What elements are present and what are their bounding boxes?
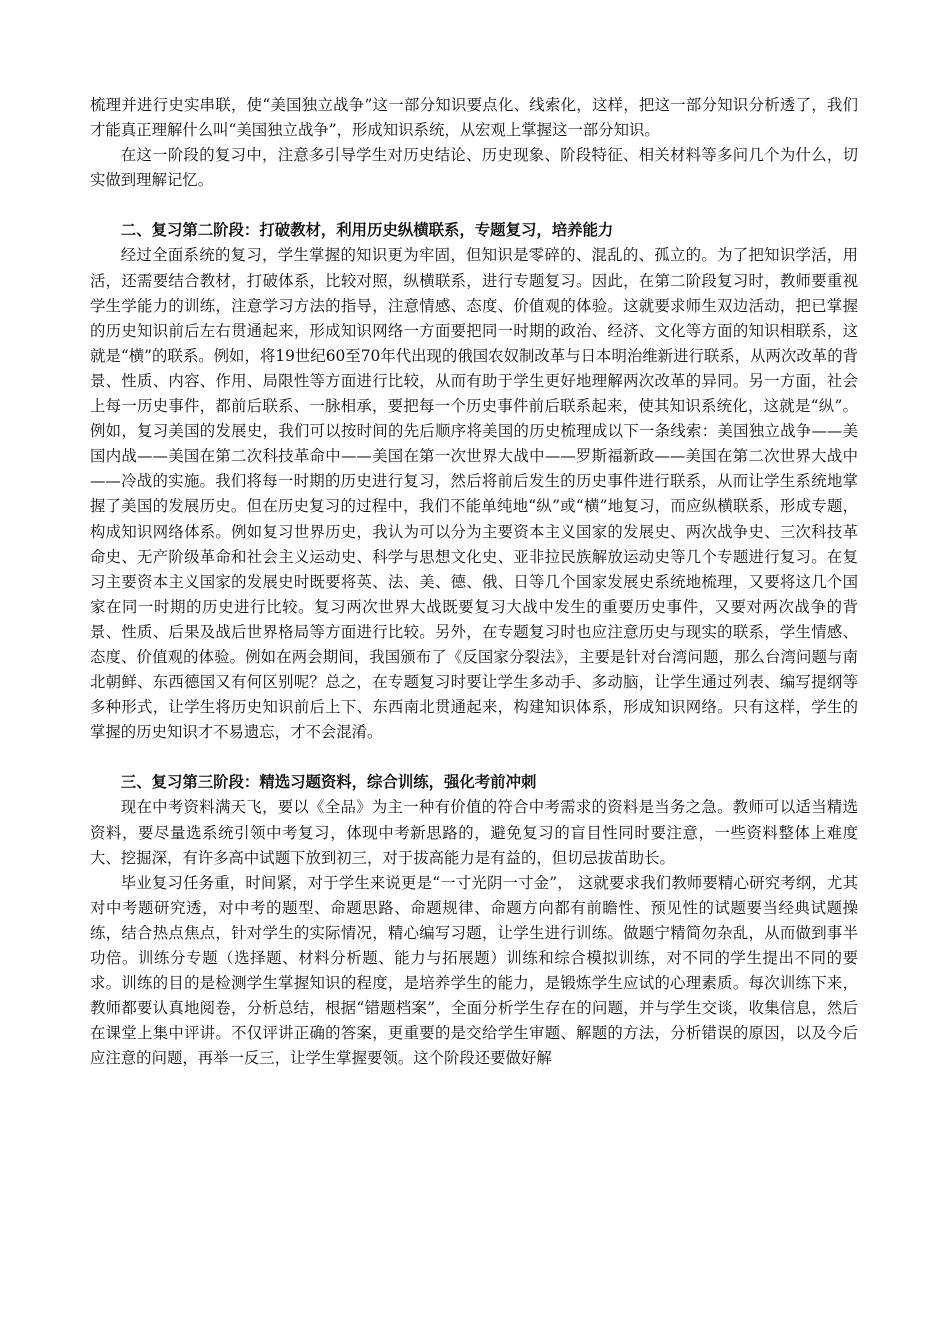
- paragraph-stage-three-training: 毕业复习任务重，时间紧，对于学生来说更是“一寸光阴一寸金”， 这就要求我们教师要精心研究考纲，尤其对中考题研究透，对中考的题型、命题思路、命题规律、命题方向都有前瞻性、预见性的试题要当经典试题操练，结合热点焦点，针对学生的实际情况，精心编写习题，让学生进行训练。做题宁精简勿杂乱，从而做到事半功倍。训练分专题（选择题、材料分析题、能力与拓展题）训练和综合模拟训练，对不同的学生提出不同的要求。训练的目的是检测学生掌握知识的程度，是培养学生的能力，是锻炼学生应试的心理素质。每次训练下来，教师都要认真地阅卷，分析总结，根据“错题档案”，全面分析学生存在的问题，并与学生交谈，收集信息，然后在课堂上集中评讲。不仅评讲正确的答案，更重要的是交给学生审题、解题的方法，分析错误的原因，以及今后应注意的问题，再举一反三，让学生掌握要领。这个阶段还要做好解: [90, 873, 858, 1068]
- paragraph-stage-three-materials: 现在中考资料满天飞，要以《全品》为主一种有价值的符合中考需求的资料是当务之急。教师可以适当精选资料，要尽量选系统引领中考复习，体现中考新思路的，避免复习的盲目性同时要注意，一些资料整体上难度大、挖掘深，有许多高中试题下放到初三，对于拔高能力是有益的，但切忌拔苗助长。: [90, 798, 858, 867]
- section-heading-stage-three: 三、复习第三阶段：精选习题资料，综合训练，强化考前冲刺: [120, 773, 537, 792]
- document-page: [90, 93, 858, 1071]
- section-heading-stage-two: 二、复习第二阶段：打破教材，利用历史纵横联系，专题复习，培养能力: [120, 221, 614, 240]
- paragraph-understanding-memory: 在这一阶段的复习中，注意多引导学生对历史结论、历史现象、阶段特征、相关材料等多问几个为什么，切实做到理解记忆。: [90, 146, 858, 190]
- spacer: [90, 193, 858, 218]
- paragraph-stage-two-body: 经过全面系统的复习，学生掌握的知识更为牢固，但知识是零碎的、混乱的、孤立的。为了把知识学活，用活，还需要结合教材，打破体系，比较对照，纵横联系，进行专题复习。因此，在第二阶段复习时，教师要重视学生学能力的训练，注意学习方法的指导，注意情感、态度、价值观的体验。这就要求师生双边活动，把已掌握的历史知识前后左右贯通起来，形成知识网络一方面要把同一时期的政治、经济、文化等方面的知识相联系，这就是“横”的联系。例如，将19世纪60至70年代出现的俄国农奴制改革与日本明治维新进行联系，从两次改革的背景、性质、内容、作用、局限性等方面进行比较，从而有助于学生更好地理解两次改革的异同。另一方面，社会上每一历史事件，都前后联系、一脉相承，要把每一个历史事件前后联系起来，使其知识系统化，这就是“纵”。例如，复习美国的发展史，我们可以按时间的先后顺序将美国的历史梳理成以下一条线索：美国独立战争——美国内战——美国在第二次科技革命中——美国在第一次世界大战中——罗斯福新政——美国在第二次世界大战中——冷战的实施。我们将每一时期的历史进行复习，然后将前后发生的历史事件进行联系，从而让学生系统地掌握了美国的发展历史。但在历史复习的过程中，我们不能单纯地“纵”或“横”地复习，而应纵横联系，形成专题，构成知识网络体系。例如复习世界历史，我认为可以分为主要资本主义国家的发展史、两次战争史、三次科技革命史、无产阶级革命和社会主义运动史、科学与思想文化史、亚非拉民族解放运动史等几个专题进行复习。在复习主要资本主义国家的发展史时既要将英、法、美、德、俄、日等几个国家发展史系统地梳理，又要将这几个国家在同一时期的历史进行比较。复习两次世界大战既要复习大战中发生的重要历史事件，又要对两次战争的背景、性质、后果及战后世界格局等方面进行比较。另外，在专题复习时也应注意历史与现实的联系，学生情感、态度、价值观的体验。例如在两会期间，我国颁布了《反国家分裂法》，主要是针对台湾问题，那么台湾问题与南北朝鲜、东西德国又有何区别呢？总之，在专题复习时要让学生多动手、多动脑，让学生通过列表、编写提纲等多种形式，让学生将历史知识前后上下、东西南北贯通起来，构建知识体系，形成知识网络。只有这样，学生的掌握的历史知识才不易遗忘，才不会混淆。: [90, 246, 858, 742]
- paragraph-intro-continuation: 梳理并进行史实串联，使“美国独立战争”这一部分知识要点化、线索化，这样，把这一部分知识分析透了，我们才能真正理解什么叫“美国独立战争”，形成知识系统，从宏观上掌握这一部分知识。: [90, 96, 858, 140]
- spacer: [90, 745, 858, 770]
